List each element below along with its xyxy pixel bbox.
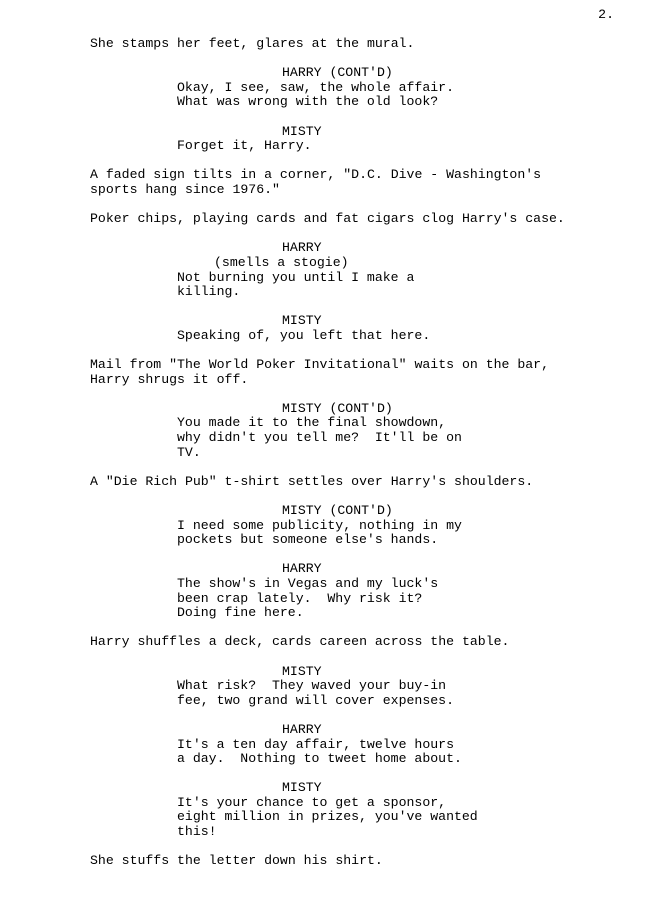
dialogue-text: Forget it, Harry. xyxy=(177,138,312,154)
dialogue-block xyxy=(90,125,630,154)
action-line: A faded sign tilts in a corner, "D.C. Dive - Washington's sports hang since 1976." xyxy=(90,167,542,197)
dialogue-block xyxy=(90,66,630,110)
dialogue-text: You made it to the final showdown, why didn't you tell me? It'll be on TV. xyxy=(177,415,462,460)
dialogue-text: It's a ten day affair, twelve hours a day. Nothing to tweet home about. xyxy=(177,736,462,767)
action-line: She stamps her feet, glares at the mural. xyxy=(90,36,415,51)
dialogue-text: It's your chance to get a sponsor, eight million in prizes, you've wanted this! xyxy=(177,794,478,840)
dialogue-text: The show's in Vegas and my luck's been crap lately. Why risk it? Doing fine here. xyxy=(177,575,439,621)
dialogue-block xyxy=(90,723,630,767)
action-line: She stuffs the letter down his shirt. xyxy=(90,853,383,869)
action-line: Harry shuffles a deck, cards careen across the table. xyxy=(90,634,510,650)
dialogue-text: Not burning you until I make a killing. xyxy=(177,269,415,300)
dialogue-block xyxy=(90,665,630,709)
character-name: MISTY xyxy=(282,123,322,139)
parenthetical: (smells a stogie) xyxy=(214,254,349,270)
dialogue-text: Okay, I see, saw, the whole affair. What was wrong with the old look? xyxy=(177,79,454,110)
dialogue-block xyxy=(90,241,630,299)
dialogue-block xyxy=(90,562,630,620)
character-name: MISTY (CONT'D) xyxy=(282,503,393,518)
dialogue-block xyxy=(90,314,630,343)
script-body xyxy=(90,37,630,883)
character-name: MISTY (CONT'D) xyxy=(282,400,393,416)
character-name: HARRY (CONT'D) xyxy=(282,65,393,81)
action-line: A "Die Rich Pub" t-shirt settles over Harry's shoulders. xyxy=(90,473,534,489)
dialogue-text: What risk? They waved your buy-in fee, two grand will cover expenses. xyxy=(177,678,454,708)
page-number: 2. xyxy=(598,7,614,22)
character-name: MISTY xyxy=(282,313,322,329)
action-line: Mail from "The World Poker Invitational" waits on the bar, Harry shrugs it off. xyxy=(90,357,549,387)
character-name: MISTY xyxy=(282,663,322,679)
dialogue-text: I need some publicity, nothing in my pockets but someone else's hands. xyxy=(177,517,462,548)
character-name: HARRY xyxy=(282,240,322,256)
dialogue-text: Speaking of, you left that here. xyxy=(177,327,431,343)
dialogue-block xyxy=(90,402,630,460)
dialogue-block xyxy=(90,781,630,839)
character-name: HARRY xyxy=(282,721,322,737)
dialogue-block xyxy=(90,504,630,548)
character-name: MISTY xyxy=(282,780,322,796)
character-name: HARRY xyxy=(282,561,322,577)
action-line: Poker chips, playing cards and fat cigars clog Harry's case. xyxy=(90,211,565,227)
